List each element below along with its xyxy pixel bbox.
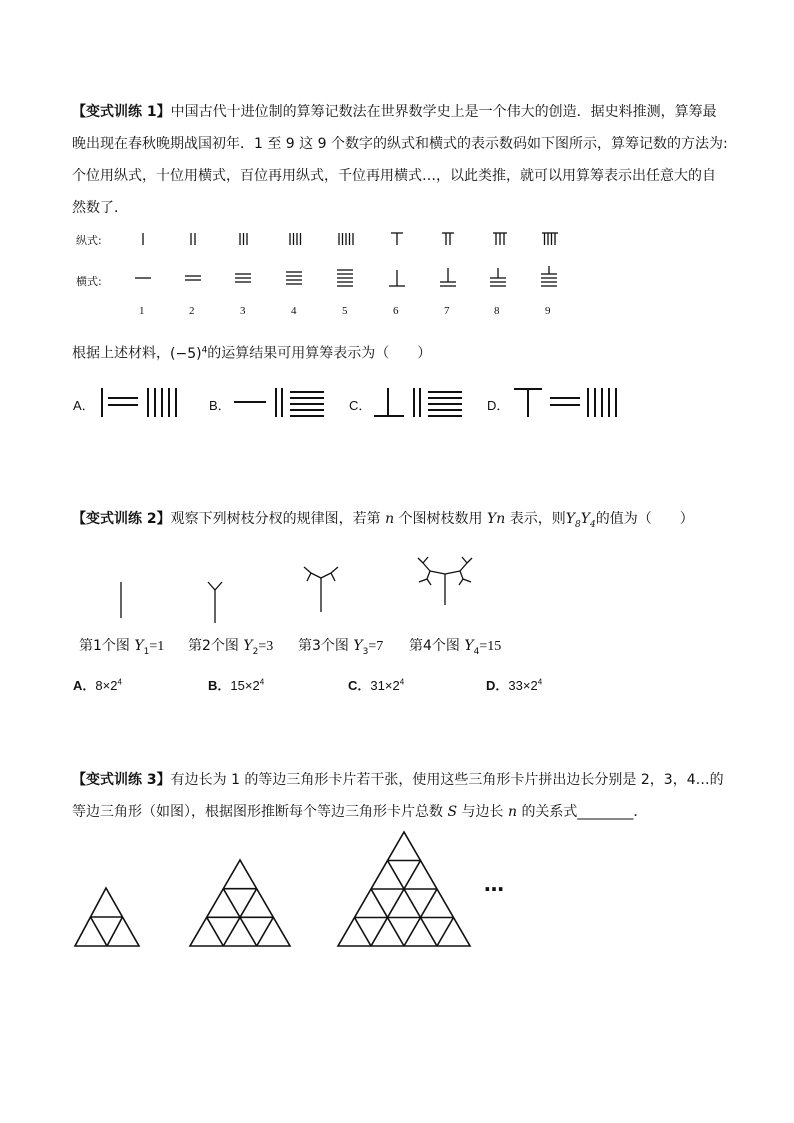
rod-numeral-chart [0, 228, 794, 308]
var-y8: Y [565, 511, 575, 527]
triangle-side-3 [190, 860, 290, 946]
var-y4-sub: 4 [589, 519, 596, 530]
option-c-label[interactable]: C． [349, 398, 372, 413]
digit-label: 1 [139, 305, 145, 317]
option-d-label[interactable]: D． [487, 398, 510, 413]
problem-3-tag: 【变式训练 3】 [72, 772, 171, 788]
figure-ellipsis: … [484, 872, 504, 896]
digit-label: 5 [342, 305, 348, 317]
problem-3-part: 与边长 [461, 804, 504, 820]
var-n: n [507, 804, 517, 820]
option-b-rods[interactable] [234, 387, 334, 419]
triangle-figures [0, 820, 794, 950]
power-exponent: 4 [201, 345, 208, 355]
var-s: S [447, 804, 458, 820]
problem-1-question [72, 334, 728, 370]
digit-label: 9 [545, 305, 551, 317]
option-b[interactable]: B．$15\times 2^4$ [208, 677, 265, 693]
option-c[interactable]: C．$31\times 2^4$ [348, 677, 405, 693]
var-y8-sub: 8 [574, 519, 581, 530]
problem-3-text [72, 764, 728, 828]
problem-2-tag: 【变式训练 2】 [72, 511, 171, 527]
option-a-rods[interactable] [100, 387, 190, 419]
digit-label: 3 [240, 305, 246, 317]
problem-2-part: 个图树枝数用 [398, 511, 483, 527]
branch-tree-figures [0, 560, 794, 640]
horizontal-forms [135, 266, 557, 286]
caption-2: 第2个图 $Y_2=3$ [188, 638, 274, 657]
digit-label: 8 [494, 305, 500, 317]
horizontal-form-label: 横式: [76, 275, 102, 288]
option-b-label[interactable]: B． [209, 398, 231, 413]
problem-3-part: 有边长为 1 的等边三角形卡片若干张，使用这些三角形卡片拼出边长分别是 2，3，4…的等边三角形（如图），根据图形推断每个等边三角形卡片总数 [72, 772, 724, 820]
option-a-label[interactable]: A． [73, 398, 95, 413]
question-suffix: 的运算结果可用算筹表示为（ ） [207, 345, 432, 362]
option-d-rods[interactable] [512, 387, 622, 419]
caption-1: 第1个图 $Y_1=1$ [79, 638, 165, 657]
tree-4 [418, 557, 472, 605]
power-base: (−5) [170, 345, 202, 362]
problem-2-text [72, 503, 728, 541]
triangle-side-4 [338, 832, 470, 946]
vertical-forms [143, 233, 558, 245]
option-a[interactable]: A．$8\times 2^4$ [73, 677, 122, 693]
problem-3-part: 的关系式________． [521, 804, 648, 820]
digit-label: 2 [189, 305, 195, 317]
var-yn: Yn [487, 511, 506, 527]
var-y4: Y [580, 511, 590, 527]
digit-label: 6 [393, 305, 399, 317]
problem-1-body: 中国古代十进位制的算筹记数法在世界数学史上是一个伟大的创造．据史料推测，算筹最晚出现在春秋晚期战国初年．1 至 9 这 9 个数字的纵式和横式的表示数码如下图所示，算筹记数的方法为: 个位用纵式，十位用横式，百位再用纵式，千位再用横式…，以此类推，就可以用算筹表示出任意大的自然数了． [72, 104, 728, 216]
caption-3: 第3个图 $Y_3=7$ [298, 638, 384, 657]
caption-4: 第4个图 $Y_4=15$ [409, 638, 502, 657]
triangle-side-2 [75, 888, 139, 946]
option-c-rods[interactable] [372, 387, 472, 419]
tree-3 [304, 567, 338, 612]
power-expression [170, 346, 207, 362]
var-n: n [385, 511, 395, 527]
vertical-form-label: 纵式: [76, 234, 102, 247]
problem-2-part: 的值为（ ） [595, 511, 694, 527]
digit-label: 7 [444, 305, 450, 317]
problem-1-text [72, 96, 728, 224]
option-d[interactable]: D．$33\times 2^4$ [486, 677, 543, 693]
tree-2 [208, 582, 222, 623]
problem-2-part: 表示，则 [509, 511, 566, 527]
problem-2-part: 观察下列树枝分杈的规律图，若第 [170, 511, 381, 527]
question-prefix: 根据上述材料， [72, 345, 170, 362]
digit-label: 4 [291, 305, 297, 317]
problem-1-tag: 【变式训练 1】 [72, 104, 171, 120]
